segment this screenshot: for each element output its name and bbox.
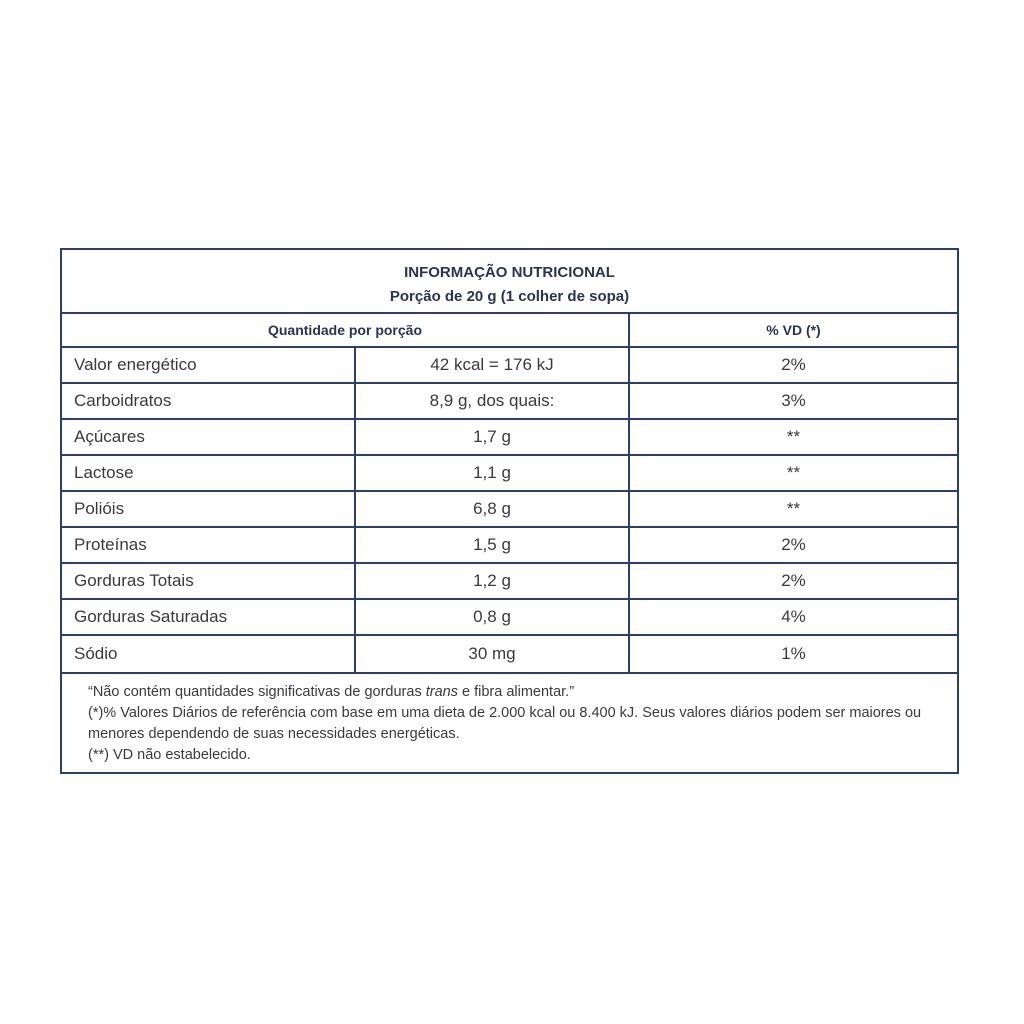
- row-name: Polióis: [62, 492, 356, 526]
- row-name: Sódio: [62, 636, 356, 672]
- row-quantity: 1,7 g: [356, 420, 630, 454]
- footnote-trans-fiber: [88, 682, 945, 703]
- table-title: INFORMAÇÃO NUTRICIONAL: [404, 264, 615, 281]
- row-name: Açúcares: [62, 420, 356, 454]
- row-quantity: 8,9 g, dos quais:: [356, 384, 630, 418]
- row-quantity: 1,1 g: [356, 456, 630, 490]
- row-vd: 4%: [781, 607, 806, 626]
- table-row: [62, 600, 957, 636]
- footnotes: [62, 674, 957, 766]
- row-quantity: 6,8 g: [356, 492, 630, 526]
- table-row: [62, 348, 957, 384]
- row-quantity: 42 kcal = 176 kJ: [356, 348, 630, 382]
- row-vd: **: [786, 463, 801, 482]
- row-vd: 2%: [781, 355, 806, 374]
- table-row: [62, 456, 957, 492]
- table-row: [62, 420, 957, 456]
- row-vd: **: [786, 499, 801, 518]
- row-name: Gorduras Saturadas: [62, 600, 356, 634]
- table-row: [62, 492, 957, 528]
- portion-info: Porção de 20 g (1 colher de sopa): [389, 288, 630, 305]
- table-header-row: [62, 314, 957, 348]
- row-quantity: 1,5 g: [356, 528, 630, 562]
- row-vd: 3%: [781, 391, 806, 410]
- nutrition-facts-table: [60, 248, 959, 774]
- row-name: Valor energético: [62, 348, 356, 382]
- footnote-vd-not-established: (**) VD não estabelecido.: [88, 747, 251, 763]
- row-name: Gorduras Totais: [62, 564, 356, 598]
- row-vd: 1%: [781, 644, 806, 663]
- row-quantity: 1,2 g: [356, 564, 630, 598]
- header-quantity: Quantidade por porção: [62, 314, 630, 346]
- table-row: [62, 564, 957, 600]
- footnote-italic-term: trans: [425, 684, 458, 700]
- row-name: Carboidratos: [62, 384, 356, 418]
- row-quantity: 0,8 g: [356, 600, 630, 634]
- row-vd: 2%: [781, 571, 806, 590]
- row-vd: **: [786, 427, 801, 446]
- table-row: [62, 528, 957, 564]
- footnote-text: e fibra alimentar.”: [457, 684, 575, 700]
- footnote-text: “Não contém quantidades significativas de gorduras: [88, 684, 426, 700]
- table-row: [62, 636, 957, 674]
- row-quantity: 30 mg: [356, 636, 630, 672]
- header-vd: % VD (*): [766, 322, 821, 338]
- row-vd: 2%: [781, 535, 806, 554]
- table-row: [62, 384, 957, 420]
- footnote-daily-values: (*)% Valores Diários de referência com base em uma dieta de 2.000 kcal ou 8.400 kJ. Seus valores diários podem ser maiores ou menores dependendo de suas necessidades energéticas.: [88, 705, 922, 742]
- row-name: Lactose: [62, 456, 356, 490]
- row-name: Proteínas: [62, 528, 356, 562]
- table-title-block: [62, 250, 957, 314]
